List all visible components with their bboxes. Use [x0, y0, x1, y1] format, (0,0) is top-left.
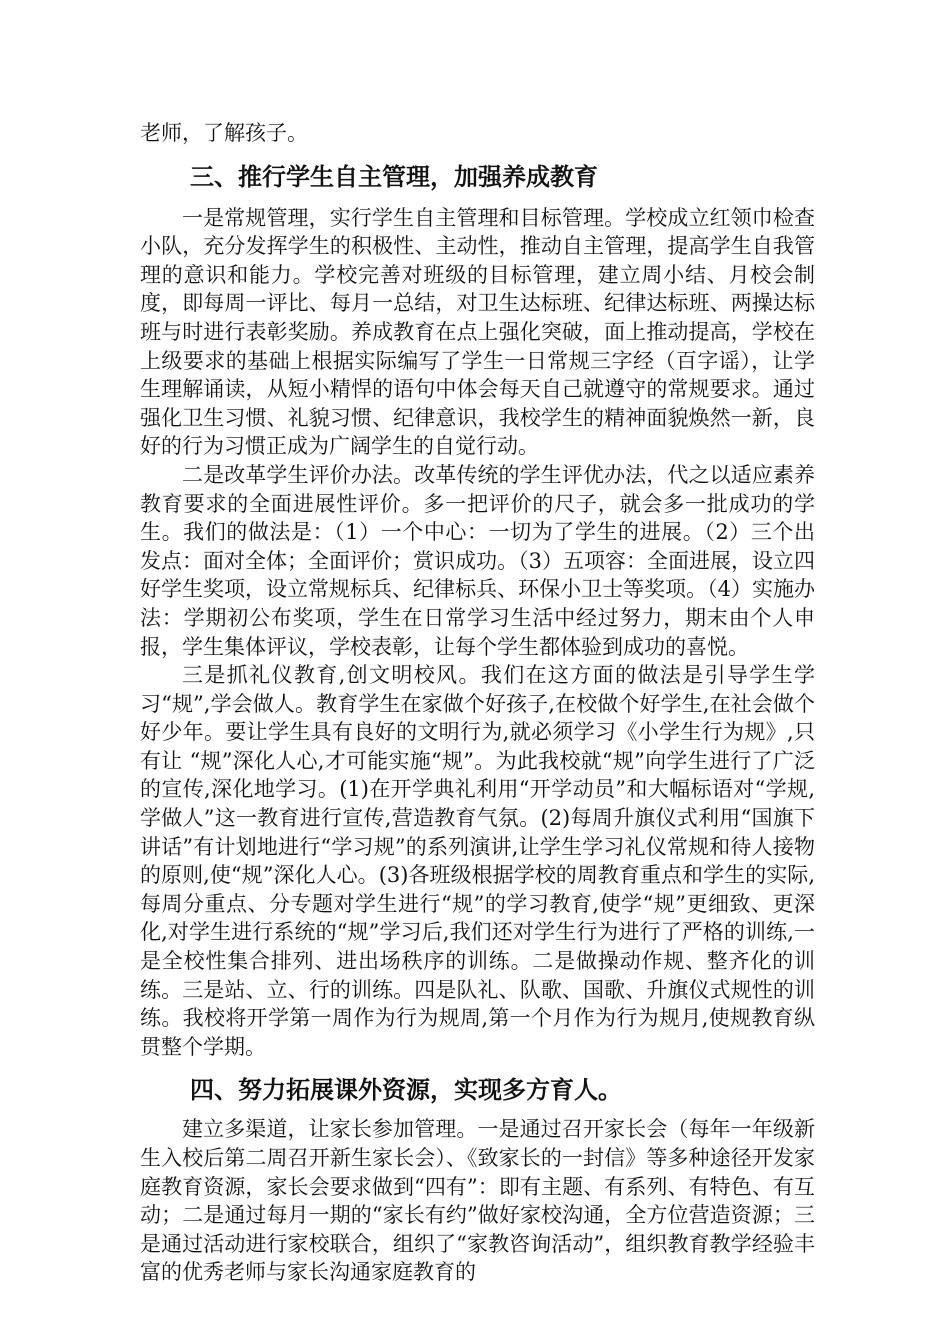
intro-tail-paragraph: 老师，了解孩子。 — [140, 121, 308, 145]
section-4-paragraph-1: 建立多渠道，让家长参加管理。一是通过召开家长会（每年一年级新生入校后第二周召开新生家长会）、《致家长的一封信》等多种途径开发家庭教育资源，家长会要求做到“四有”：即有主题、有系列、有特色、有互动；二是通过每月一期的“家长有约”做好家校沟通，全方位营造资源；三是通过活动进行家校联合，组织了“家教咨询活动”，组织教育教学经验丰富的优秀老师与家长沟通家庭教育的 — [140, 1117, 815, 1285]
document-page — [140, 119, 815, 1287]
section-3-heading: 三、推行学生自主管理，加强养成教育 — [190, 162, 598, 191]
section-3-paragraph-2: 二是改革学生评价办法。改革传统的学生评优办法，代之以适应素养教育要求的全面进展性评价。多一把评价的尺子，就会多一批成功的学生。我们的做法是：（1）一个中心：一切为了学生的进展。（2）三个出发点：面对全体；全面评价；赏识成功。（3）五项容：全面进展，设立四好学生奖项，设立常规标兵、纪律标兵、环保小卫士等奖项。（4）实施办法：学期初公布奖项，学生在日常学习生活中经过努力，期末由个人申报，学生集体评议，学校表彰，让每个学生都体验到成功的喜悦。 — [140, 462, 815, 659]
section-4-heading: 四、努力拓展课外资源，实现多方育人。 — [190, 1076, 622, 1105]
section-3-paragraph-3: 三是抓礼仪教育,创文明校风。我们在这方面的做法是引导学生学习“规”,学会做人。教育学生在家做个好孩子,在校做个好学生,在社会做个好少年。要让学生具有良好的文明行为,就必须学习《小学生行为规》,只有让 “规”深化人心,才可能实施“规”。为此我校就“规”向学生进行了广泛的宣传,深化地学习。(1)在开学典礼利用“开学动员”和大幅标语对“学规,学做人”这一教育进行宣传,营造教育气氛。(2)每周升旗仪式利用“国旗下讲话”有计划地进行“学习规”的系列演讲,让学生学习礼仪常规和待人接物的原则,使“规”深化人心。(3)各班级根据学校的周教育重点和学生的实际,每周分重点、分专题对学生进行“规”的学习教育,使学“规”更细致、更深化,对学生进行系统的“规”学习后,我们还对学生行为进行了严格的训练,一是全校性集合排列、进出场秩序的训练。二是做操动作规、整齐化的训练。三是站、立、行的训练。四是队礼、队歌、国歌、升旗仪式规性的训练。我校将开学第一周作为行为规周,第一个月作为行为规月,使规教育纵贯整个学期。 — [140, 663, 815, 1059]
section-3-paragraph-1: 一是常规管理，实行学生自主管理和目标管理。学校成立红领巾检查小队，充分发挥学生的积极性、主动性，推动自主管理，提高学生自我管理的意识和能力。学校完善对班级的目标管理，建立周小结、月校会制度，即每周一评比、每月一总结，对卫生达标班、纪律达标班、两操达标班与时进行表彰奖励。养成教育在点上强化突破，面上推动提高，学校在上级要求的基础上根据实际编写了学生一日常规三字经（百字谣），让学生理解诵读，从短小精悍的语句中体会每天自己就遵守的常规要求。通过强化卫生习惯、礼貌习惯、纪律意识，我校学生的精神面貌焕然一新，良好的行为习惯正成为广阔学生的自觉行动。 — [140, 205, 815, 459]
